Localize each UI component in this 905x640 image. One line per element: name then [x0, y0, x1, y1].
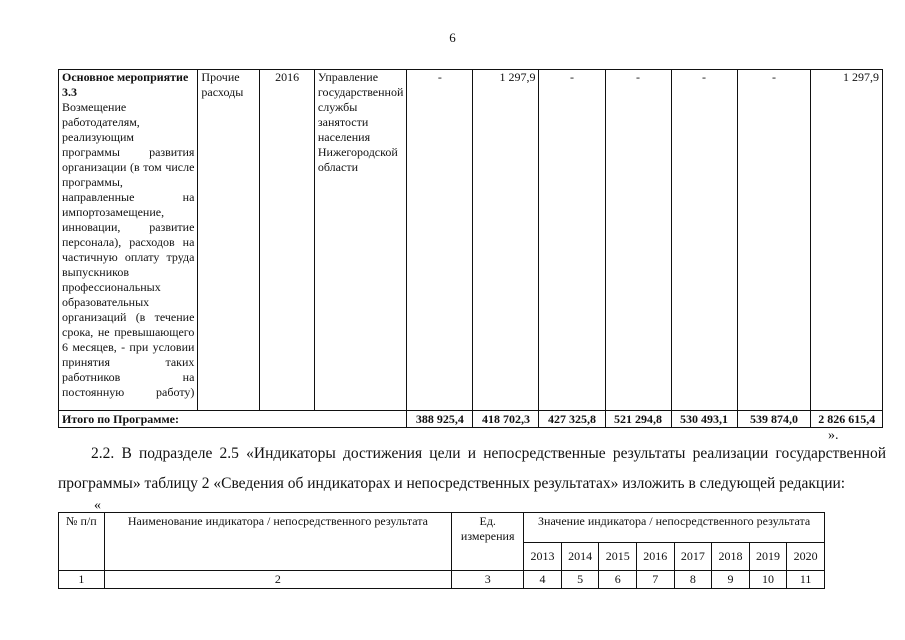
total-label: Итого по Программе:: [59, 411, 407, 428]
funding-source-cell: Прочие расходы: [198, 70, 260, 411]
value-cell: -: [539, 70, 605, 411]
header-year: 2019: [749, 543, 787, 571]
column-number: 2: [104, 571, 451, 589]
header-values-group: Значение индикатора / непосредственного результата: [524, 513, 825, 543]
column-number: 1: [59, 571, 105, 589]
total-value: 2 826 615,4: [811, 411, 883, 428]
column-number: 4: [524, 571, 562, 589]
column-number: 5: [561, 571, 599, 589]
total-value: 418 702,3: [473, 411, 539, 428]
indicators-table: [58, 512, 825, 589]
header-year: 2015: [599, 543, 637, 571]
program-activities-table: [58, 69, 883, 428]
total-value: 388 925,4: [407, 411, 473, 428]
closing-quote: ».: [828, 428, 839, 443]
header-year: 2016: [637, 543, 675, 571]
total-value: 539 874,0: [737, 411, 811, 428]
header-year: 2013: [524, 543, 562, 571]
table-header-row: [59, 513, 825, 543]
value-cell: -: [737, 70, 811, 411]
header-indicator: Наименование индикатора / непосредственного результата: [104, 513, 451, 571]
value-total-cell: 1 297,9: [811, 70, 883, 411]
column-number: 11: [787, 571, 825, 589]
activity-name-cell: [59, 70, 198, 411]
opening-quote: «: [94, 498, 101, 513]
value-cell: -: [605, 70, 671, 411]
total-value: 530 493,1: [671, 411, 737, 428]
value-cell: 1 297,9: [473, 70, 539, 411]
total-row: [59, 411, 883, 428]
header-year: 2017: [674, 543, 712, 571]
executor-cell: Управление государственной службы занятости населения Нижегородской области: [314, 70, 407, 411]
body-paragraph: 2.2. В подразделе 2.5 «Индикаторы достижения цели и непосредственные результаты реализации государственной программы» таблицу 2 «Сведения об индикаторах и непосредственных результатах» изложить в следующей редакции:: [58, 445, 886, 492]
total-value: 427 325,8: [539, 411, 605, 428]
table-row: [59, 70, 883, 411]
header-unit: Ед. измерения: [452, 513, 524, 571]
header-num: № п/п: [59, 513, 105, 571]
page-number: 6: [449, 30, 456, 45]
activity-title: Основное мероприятие 3.3: [62, 70, 189, 99]
header-year: 2014: [561, 543, 599, 571]
value-cell: -: [671, 70, 737, 411]
column-number: 10: [749, 571, 787, 589]
value-cell: -: [407, 70, 473, 411]
header-year: 2020: [787, 543, 825, 571]
column-number: 9: [712, 571, 750, 589]
activity-description: Возмещение работодателям, реализующим программы развития организации (в том числе программы, направленные на импортозамещение, инновации, развитие персонала), расходов на частичную оплату труда выпускников профессиональных образовательных организаций (в течение срока, не превышающего 6 месяцев, - при условии принятия таких работников на постоянную работу): [62, 100, 195, 399]
year-cell: 2016: [260, 70, 314, 411]
table-row: [59, 571, 825, 589]
column-number: 6: [599, 571, 637, 589]
header-year: 2018: [712, 543, 750, 571]
column-number: 3: [452, 571, 524, 589]
column-number: 7: [637, 571, 675, 589]
total-value: 521 294,8: [605, 411, 671, 428]
column-number: 8: [674, 571, 712, 589]
